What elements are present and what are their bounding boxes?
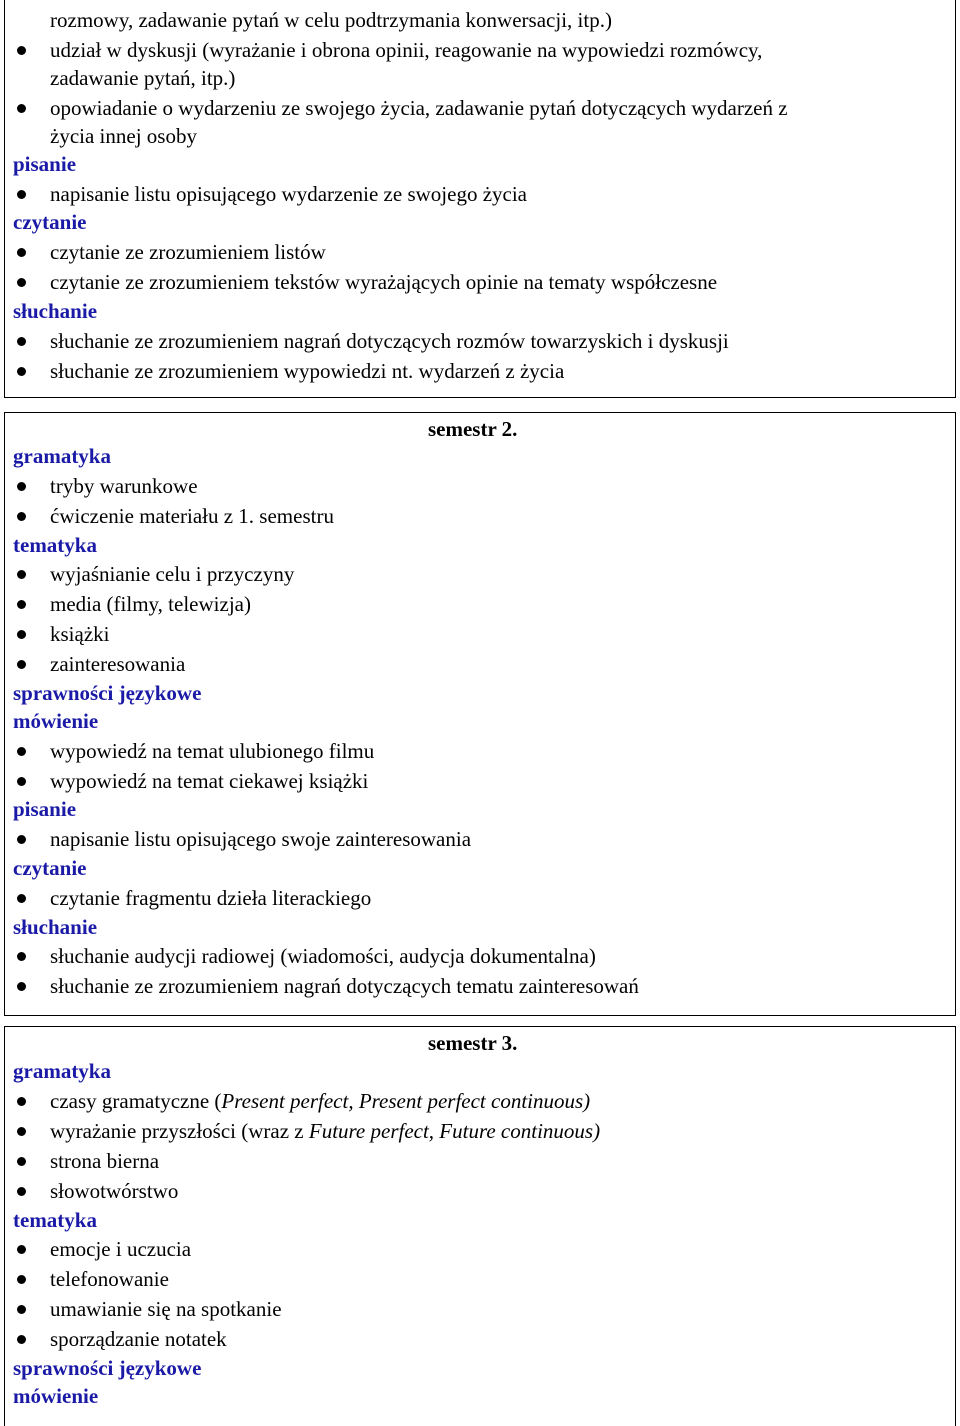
section-heading: tematyka — [13, 1208, 97, 1232]
list-item: słuchanie ze zrozumieniem nagrań dotyczących rozmów towarzyskich i dyskusji — [50, 326, 729, 356]
list-item: napisanie listu opisującego swoje zainteresowania — [50, 824, 471, 854]
list-item: sporządzanie notatek — [50, 1324, 227, 1354]
bullet-icon — [17, 367, 26, 376]
bullet-icon — [17, 482, 26, 491]
list-item: słuchanie audycji radiowej (wiadomości, audycja dokumentalna) — [50, 941, 596, 971]
list-item: czytanie ze zrozumieniem listów — [50, 237, 326, 267]
list-item: zainteresowania — [50, 649, 185, 679]
bullet-icon — [17, 835, 26, 844]
section-heading: słuchanie — [13, 299, 98, 323]
section-heading: gramatyka — [13, 444, 111, 468]
list-item: media (filmy, telewizja) — [50, 589, 251, 619]
section-heading: czytanie — [13, 856, 87, 880]
bullet-icon — [17, 190, 26, 199]
bullet-icon — [17, 600, 26, 609]
section-heading: pisanie — [13, 797, 77, 821]
list-item: opowiadanie o wydarzeniu ze swojego życia, zadawanie pytań dotyczących wydarzeń z — [50, 93, 788, 123]
bullet-icon — [17, 660, 26, 669]
bullet-icon — [17, 104, 26, 113]
bullet-icon — [17, 747, 26, 756]
bullet-icon — [17, 1097, 26, 1106]
list-item: emocje i uczucia — [50, 1234, 191, 1264]
bullet-icon — [17, 630, 26, 639]
text-line: rozmowy, zadawanie pytań w celu podtrzymania konwersacji, itp.) — [50, 8, 612, 32]
bullet-icon — [17, 1275, 26, 1284]
bullet-icon — [17, 46, 26, 55]
section-heading: słuchanie — [13, 915, 98, 939]
semester-title: semestr 3. — [428, 1031, 518, 1055]
section-heading: sprawności językowe — [13, 1356, 202, 1380]
bullet-icon — [17, 952, 26, 961]
section-heading: sprawności językowe — [13, 681, 202, 705]
list-item: słowotwórstwo — [50, 1176, 178, 1206]
list-item: czytanie ze zrozumieniem tekstów wyrażających opinie na tematy współczesne — [50, 267, 717, 297]
section-heading: mówienie — [13, 709, 99, 733]
section-heading: pisanie — [13, 152, 77, 176]
list-item: napisanie listu opisującego wydarzenie ze swojego życia — [50, 179, 527, 209]
bullet-icon — [17, 894, 26, 903]
semester-title: semestr 2. — [428, 417, 518, 441]
bullet-icon — [17, 777, 26, 786]
bullet-icon — [17, 337, 26, 346]
list-item: czasy gramatyczne (Present perfect, Present perfect continuous) — [50, 1086, 590, 1116]
list-item: wyjaśnianie celu i przyczyny — [50, 559, 294, 589]
list-item: wypowiedź na temat ulubionego filmu — [50, 736, 374, 766]
list-item: wyrażanie przyszłości (wraz z Future perfect, Future continuous) — [50, 1116, 600, 1146]
list-item: strona bierna — [50, 1146, 159, 1176]
list-item: telefonowanie — [50, 1264, 169, 1294]
section-heading: mówienie — [13, 1384, 99, 1408]
bullet-icon — [17, 278, 26, 287]
section-heading: gramatyka — [13, 1059, 111, 1083]
section-heading: tematyka — [13, 533, 97, 557]
list-item: słuchanie ze zrozumieniem nagrań dotyczących tematu zainteresowań — [50, 971, 639, 1001]
bullet-icon — [17, 1127, 26, 1136]
bullet-icon — [17, 1157, 26, 1166]
list-item: ćwiczenie materiału z 1. semestru — [50, 501, 334, 531]
list-item: książki — [50, 619, 109, 649]
bullet-icon — [17, 1335, 26, 1344]
bullet-icon — [17, 512, 26, 521]
list-item: tryby warunkowe — [50, 471, 198, 501]
bullet-icon — [17, 570, 26, 579]
list-item: wypowiedź na temat ciekawej książki — [50, 766, 368, 796]
section-heading: czytanie — [13, 210, 87, 234]
bullet-icon — [17, 1245, 26, 1254]
bullet-icon — [17, 982, 26, 991]
bullet-icon — [17, 248, 26, 257]
list-item: słuchanie ze zrozumieniem wypowiedzi nt. wydarzeń z życia — [50, 356, 564, 386]
text-line: zadawanie pytań, itp.) — [50, 66, 236, 90]
bullet-icon — [17, 1305, 26, 1314]
bullet-icon — [17, 1187, 26, 1196]
list-item: udział w dyskusji (wyrażanie i obrona opinii, reagowanie na wypowiedzi rozmówcy, — [50, 35, 762, 65]
list-item: umawianie się na spotkanie — [50, 1294, 282, 1324]
list-item: czytanie fragmentu dzieła literackiego — [50, 883, 371, 913]
text-line: życia innej osoby — [50, 124, 197, 148]
